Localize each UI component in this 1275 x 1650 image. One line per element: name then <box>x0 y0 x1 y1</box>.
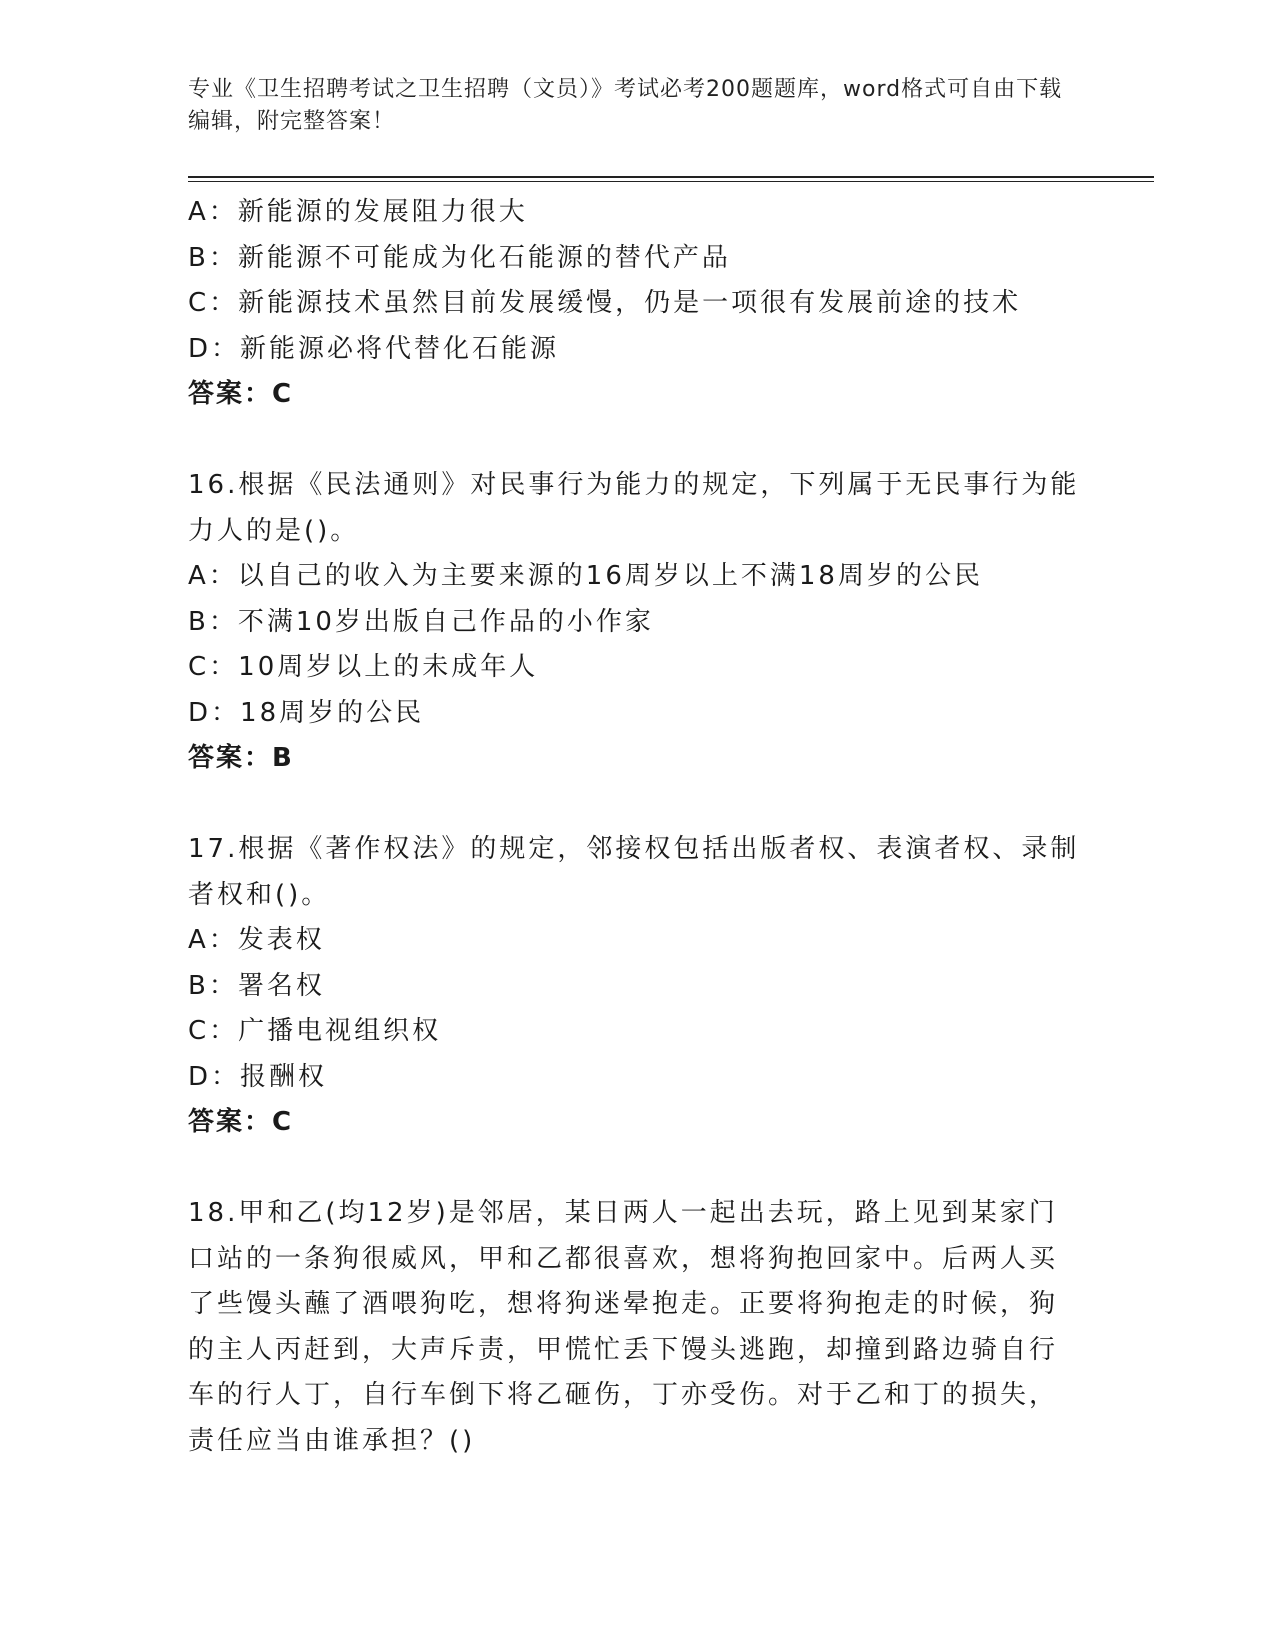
option-c: C：广播电视组织权 <box>188 1016 442 1046</box>
question-15 <box>188 190 1068 418</box>
question-stem-continued: 了些馒头蘸了酒喂狗吃，想将狗迷晕抱走。正要将狗抱走的时候，狗 <box>188 1289 1059 1319</box>
question-stem: 17.根据《著作权法》的规定，邻接权包括出版者权、表演者权、录制 <box>188 834 1080 864</box>
header-rule-thin <box>188 181 1154 182</box>
question-stem-continued: 力人的是()。 <box>188 515 360 546</box>
option-d: D：报酬权 <box>188 1061 328 1092</box>
option-b: B：署名权 <box>188 970 325 1001</box>
question-content <box>188 190 1080 1464</box>
question-16 <box>188 463 1080 782</box>
question-stem-continued: 车的行人丁，自行车倒下将乙砸伤，丁亦受伤。对于乙和丁的损失， <box>188 1380 1059 1410</box>
option-a: A：发表权 <box>188 925 325 955</box>
option-b: B：新能源不可能成为化石能源的替代产品 <box>188 242 731 273</box>
option-c: C：新能源技术虽然目前发展缓慢，仍是一项很有发展前途的技术 <box>188 288 1022 318</box>
document-header: 专业《卫生招聘考试之卫生招聘（文员）》考试必考200题题库，word格式可自由下载编辑，附完整答案！ <box>188 77 1063 134</box>
question-stem-continued: 的主人丙赶到，大声斥责，甲慌忙丢下馒头逃跑，却撞到路边骑自行 <box>188 1334 1059 1365</box>
answer: 答案：B <box>188 743 294 773</box>
question-stem: 16.根据《民法通则》对民事行为能力的规定，下列属于无民事行为能 <box>188 470 1080 500</box>
question-17 <box>188 827 1080 1146</box>
option-a: A：新能源的发展阻力很大 <box>188 197 528 227</box>
answer: 答案：C <box>188 379 294 409</box>
option-a: A：以自己的收入为主要来源的16周岁以上不满18周岁的公民 <box>188 561 983 591</box>
question-stem: 18.甲和乙(均12岁)是邻居，某日两人一起出去玩，路上见到某家门 <box>188 1198 1058 1228</box>
answer: 答案：C <box>188 1107 294 1137</box>
question-stem-continued: 责任应当由谁承担？() <box>188 1425 476 1456</box>
question-stem-continued: 口站的一条狗很威风，甲和乙都很喜欢，想将狗抱回家中。后两人买 <box>188 1243 1059 1274</box>
option-b: B：不满10岁出版自己作品的小作家 <box>188 606 654 637</box>
question-spacer <box>188 418 1068 464</box>
question-stem-continued: 者权和()。 <box>188 879 331 910</box>
question-18 <box>188 1191 1068 1464</box>
option-d: D：新能源必将代替化石能源 <box>188 333 560 364</box>
option-c: C：10周岁以上的未成年人 <box>188 652 539 682</box>
header-rule-thick <box>188 176 1154 178</box>
question-spacer <box>188 782 1068 828</box>
option-d: D：18周岁的公民 <box>188 697 425 728</box>
question-spacer <box>188 1146 1068 1192</box>
